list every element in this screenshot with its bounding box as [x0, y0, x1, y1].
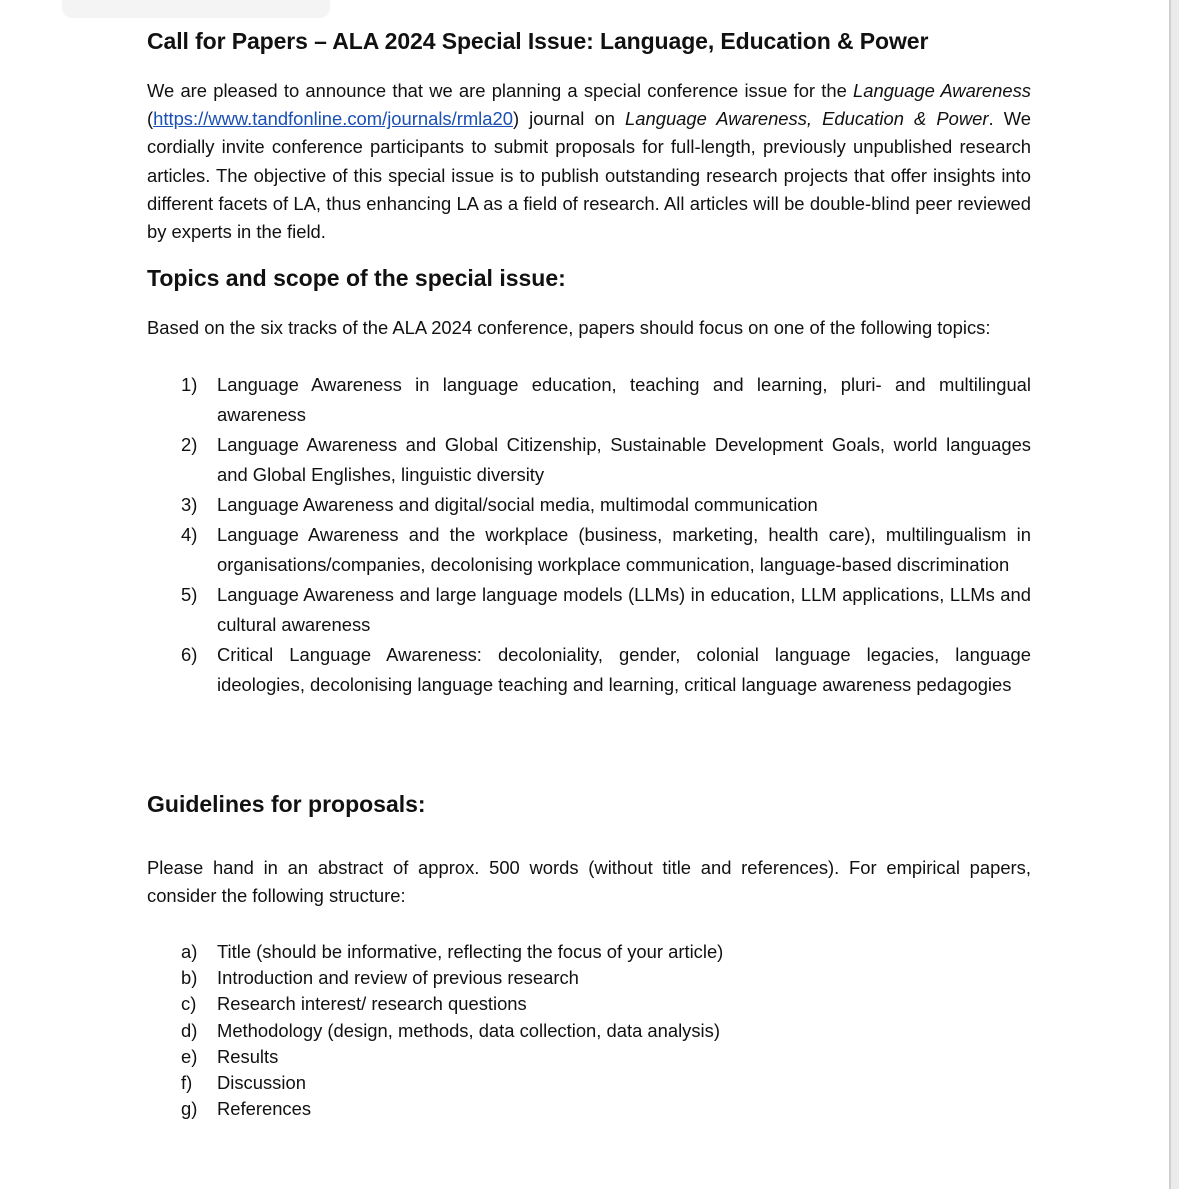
structure-item: [147, 1044, 1031, 1070]
topic-text: Language Awareness in language education, teaching and learning, pluri- and multilingual awareness: [217, 374, 1031, 425]
topic-item: [147, 430, 1031, 490]
structure-text: Title (should be informative, reflecting the focus of your article): [217, 941, 724, 962]
topic-item: [147, 370, 1031, 430]
previous-page-shadow: [62, 0, 330, 18]
topic-number: 2): [181, 434, 198, 455]
topic-item: [147, 640, 1031, 700]
structure-text: Research interest/ research questions: [217, 993, 527, 1015]
structure-letter: b): [181, 967, 198, 989]
structure-item: [147, 991, 1031, 1017]
topic-number: 1): [181, 374, 198, 395]
topic-number: 5): [181, 584, 198, 605]
topic-item: [147, 490, 1031, 520]
intro-text-4: . We cordially invite conference participants to submit proposals for full-length, previously unpublished research articles. The objective of this special issue is to publish outstanding research projects that offer insights into different facets of LA, thus enhancing LA as a field of research. All articles will be double-blind peer reviewed by experts in the field.: [147, 108, 1031, 243]
structure-item: [147, 1070, 1031, 1096]
structure-letter: e): [181, 1045, 198, 1067]
page-edge-divider: [1169, 0, 1171, 1189]
structure-text: Results: [217, 1045, 279, 1067]
guidelines-heading: Guidelines for proposals:: [147, 791, 426, 817]
topic-text: Language Awareness and the workplace (business, marketing, health care), multilingualism in organisations/companies, decolonising workplace communication, language-based discrimination: [217, 524, 1031, 575]
structure-letter: f): [181, 1072, 193, 1094]
topic-number: 6): [181, 644, 198, 665]
structure-letter: c): [181, 993, 197, 1015]
structure-item: [147, 965, 1031, 991]
structure-list: [147, 939, 1031, 1122]
journal-link[interactable]: https://www.tandfonline.com/journals/rmla20: [153, 108, 513, 130]
guidelines-intro: Please hand in an abstract of approx. 500 words (without title and references). For empirical papers, consider the following structure:: [147, 857, 1031, 907]
topic-item: [147, 520, 1031, 580]
structure-letter: a): [181, 941, 198, 962]
journal-name: Language Awareness: [853, 80, 1031, 101]
document-title: Call for Papers – ALA 2024 Special Issue: Language, Education & Power: [147, 28, 929, 54]
structure-letter: d): [181, 1019, 198, 1041]
issue-theme: Language Awareness, Education & Power: [625, 108, 989, 130]
topics-list: [147, 370, 1031, 700]
structure-letter: g): [181, 1098, 198, 1120]
structure-item: [147, 1018, 1031, 1044]
structure-item: [147, 939, 1031, 965]
structure-text: Introduction and review of previous research: [217, 967, 579, 989]
topic-text: Language Awareness and digital/social media, multimodal communication: [217, 494, 818, 515]
topic-text: Critical Language Awareness: decoloniality, gender, colonial language legacies, language ideologies, decolonising language teaching and learning, critical language awareness pedagogies: [217, 644, 1031, 695]
intro-text-1: We are pleased to announce that we are planning a special conference issue for the: [147, 80, 854, 101]
structure-text: Discussion: [217, 1072, 306, 1094]
intro-paragraph: [147, 77, 1031, 246]
topics-heading: Topics and scope of the special issue:: [147, 265, 566, 291]
topic-number: 4): [181, 524, 198, 545]
topic-item: [147, 580, 1031, 640]
intro-text-2: (: [147, 108, 154, 130]
structure-text: Methodology (design, methods, data collection, data analysis): [217, 1019, 720, 1041]
structure-item: [147, 1096, 1031, 1122]
topic-text: Language Awareness and Global Citizenship, Sustainable Development Goals, world languages and Global Englishes, linguistic diversity: [217, 434, 1031, 485]
topic-text: Language Awareness and large language models (LLMs) in education, LLM applications, LLMs and cultural awareness: [217, 584, 1031, 635]
structure-text: References: [217, 1098, 312, 1120]
topics-intro: Based on the six tracks of the ALA 2024 conference, papers should focus on one of the following topics:: [147, 317, 991, 338]
topic-number: 3): [181, 494, 198, 515]
intro-text-3: ) journal on: [512, 108, 626, 130]
